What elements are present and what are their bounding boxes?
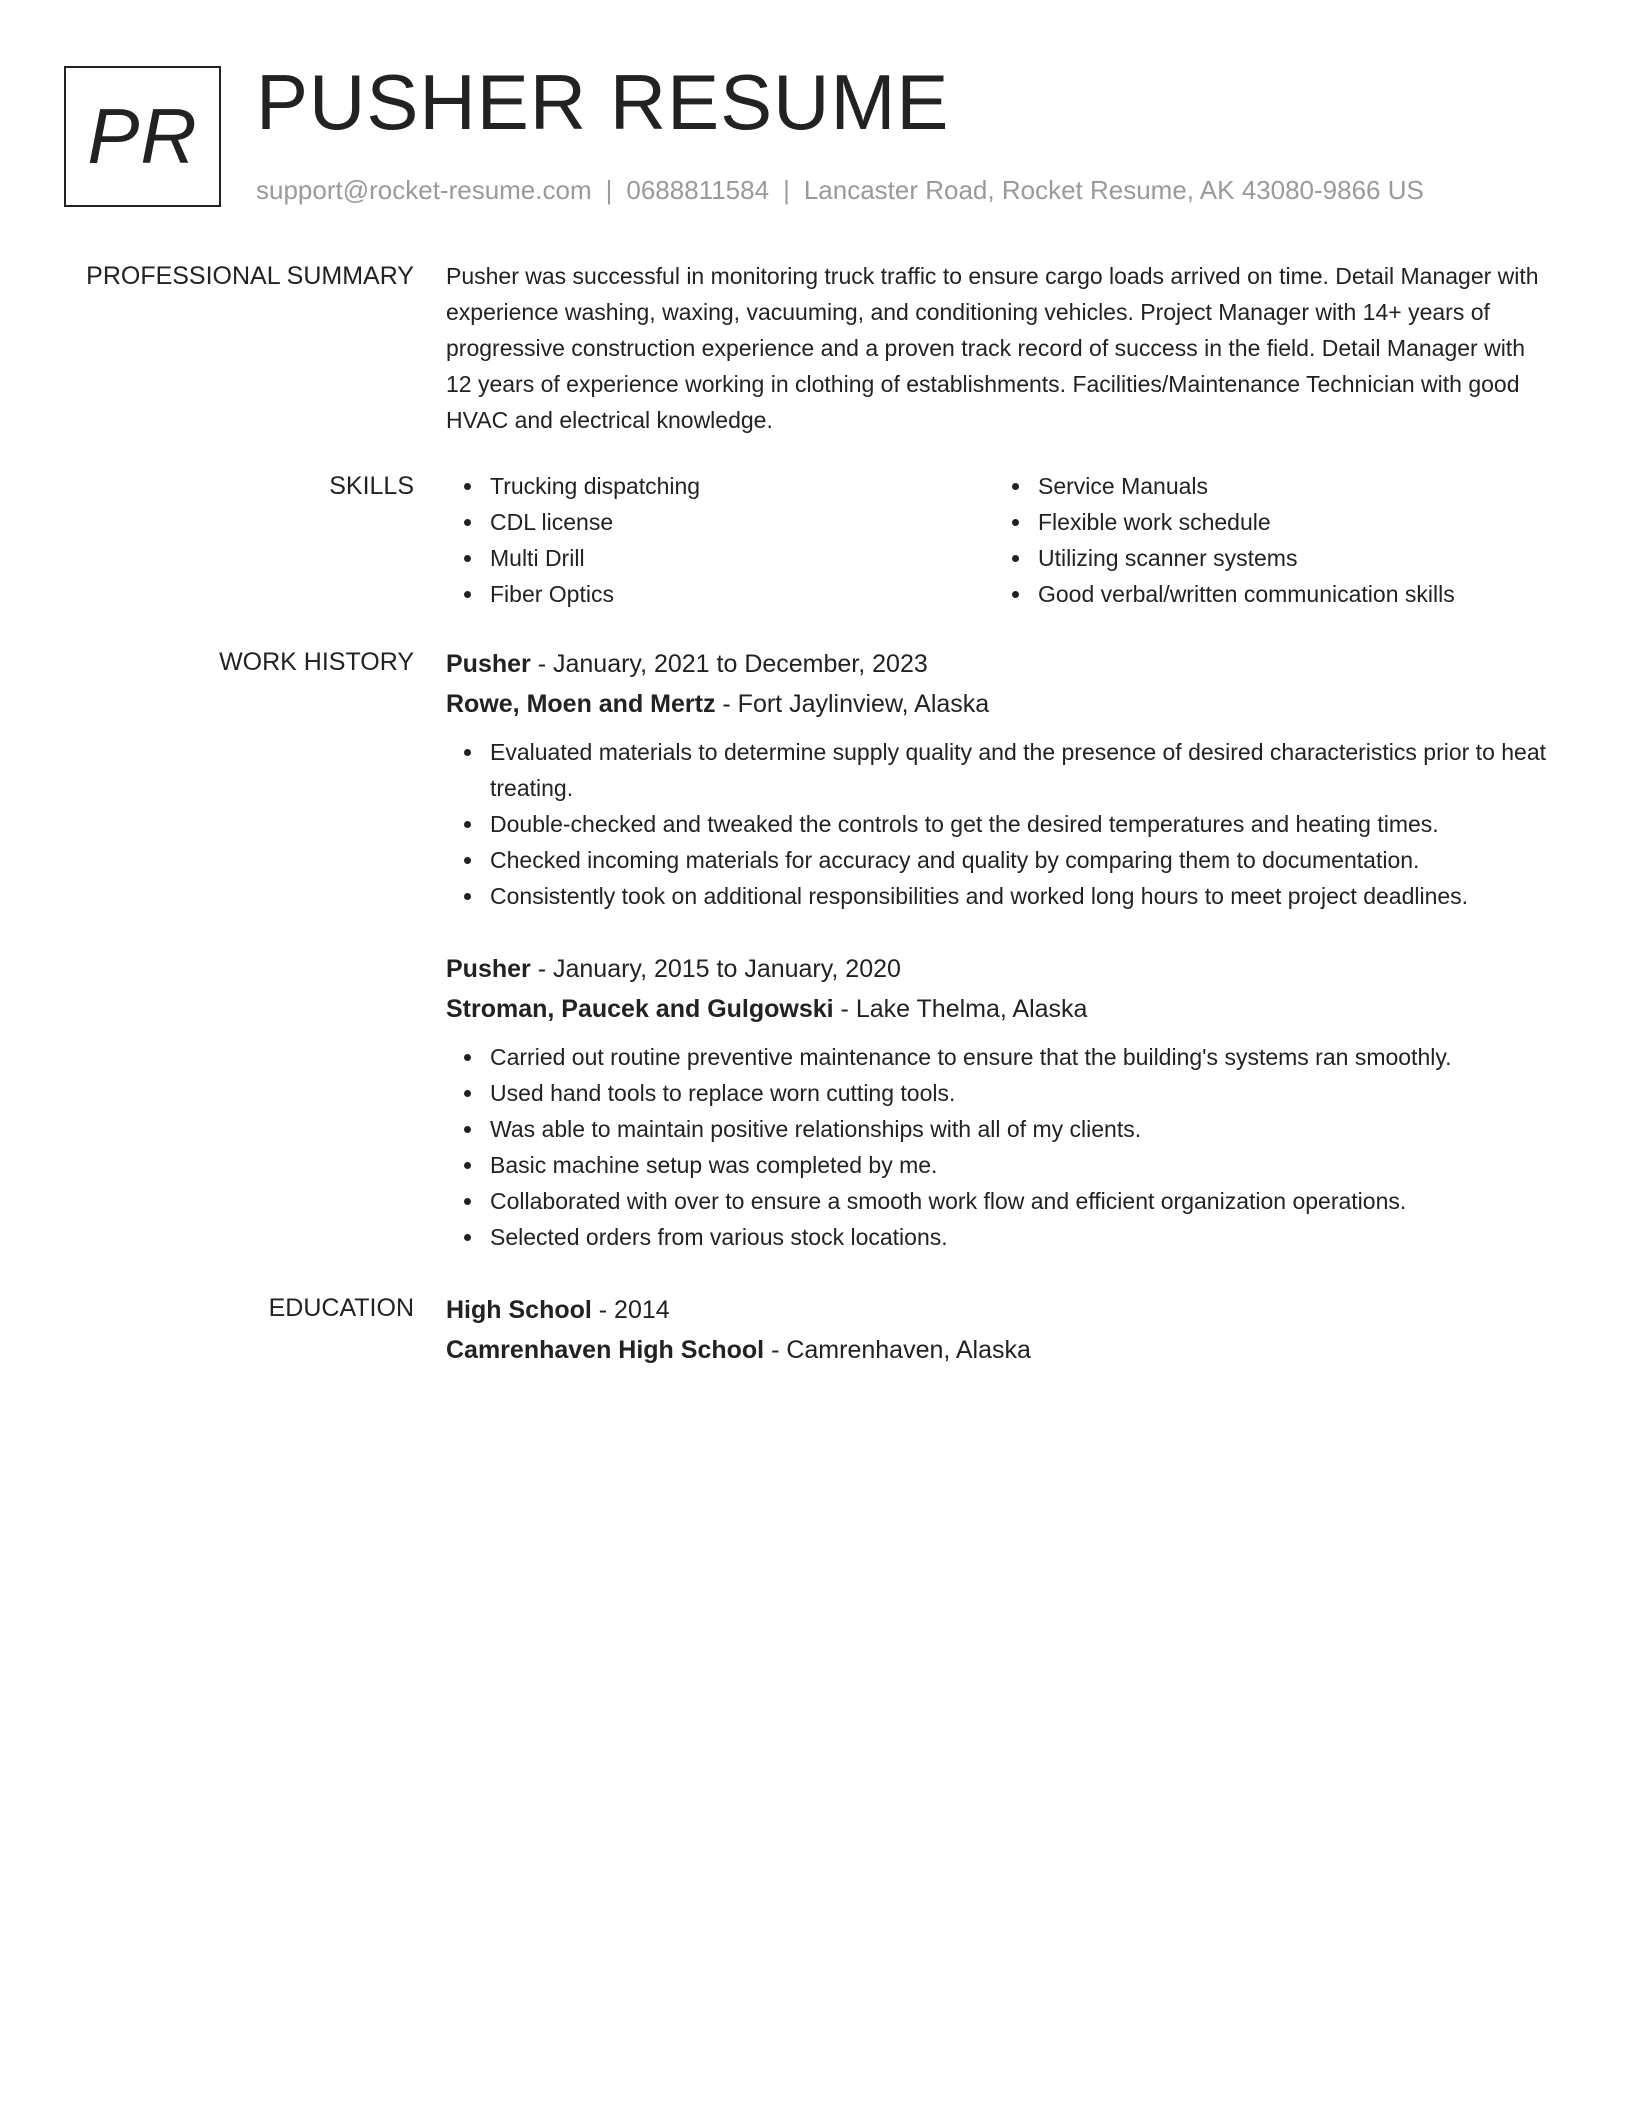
job-title-line [446,644,1556,684]
section-label-skills: SKILLS [329,472,414,500]
job-bullets [446,734,1556,914]
job-bullet: Carried out routine preventive maintenance to ensure that the building's systems ran smoothly. [490,1039,1556,1075]
summary-body [446,258,1556,438]
job-location: - Lake Thelma, Alaska [833,995,1088,1023]
skill-item: Good verbal/written communication skills [1038,576,1556,612]
monogram-box [64,66,221,207]
job-company-line [446,684,1556,724]
skill-item: Service Manuals [1038,468,1556,504]
job-bullet: Double-checked and tweaked the controls to get the desired temperatures and heating times. [490,806,1556,842]
job-title: Pusher [446,650,531,678]
job-bullet: Selected orders from various stock locations. [490,1219,1556,1255]
skill-item: CDL license [490,504,994,540]
job-title: Pusher [446,955,531,983]
skill-item: Flexible work schedule [1038,504,1556,540]
job-bullets [446,1039,1556,1255]
skill-item: Utilizing scanner systems [1038,540,1556,576]
section-label-work-history: WORK HISTORY [219,648,414,676]
contact-address: Lancaster Road, Rocket Resume, AK 43080-9866 US [803,175,1424,205]
job-dates: - January, 2021 to December, 2023 [530,650,928,678]
skills-body [446,468,1556,612]
job-title-line [446,949,1556,989]
section-label-summary: PROFESSIONAL SUMMARY [86,262,414,290]
job-bullet: Consistently took on additional responsibilities and worked long hours to meet project deadlines. [490,878,1556,914]
education-school-line [446,1330,1556,1370]
job-company: Rowe, Moen and Mertz [446,690,716,718]
education-degree-line [446,1290,1556,1330]
job-company-line [446,989,1556,1029]
skills-list-right [994,468,1556,612]
job-dates: - January, 2015 to January, 2020 [530,955,901,983]
job-entry [446,949,1556,1255]
contact-separator: | [605,175,613,205]
job-bullet: Was able to maintain positive relationships with all of my clients. [490,1111,1556,1147]
education-body [446,1290,1556,1370]
job-bullet: Evaluated materials to determine supply quality and the presence of desired characteristics prior to heat treating. [490,734,1556,806]
contact-separator: | [783,175,790,205]
job-entry [446,644,1556,914]
education-location: - Camrenhaven, Alaska [764,1336,1031,1364]
job-location: - Fort Jaylinview, Alaska [715,690,990,718]
job-bullet: Collaborated with over to ensure a smooth work flow and efficient organization operations. [490,1183,1556,1219]
skill-item: Trucking dispatching [490,468,994,504]
contact-phone: 0688811584 [626,175,770,205]
skills-grid [446,468,1556,612]
resume-name: PUSHER RESUME [256,58,950,146]
section-label-education: EDUCATION [268,1294,414,1322]
job-bullet: Used hand tools to replace worn cutting tools. [490,1075,1556,1111]
job-bullet: Basic machine setup was completed by me. [490,1147,1556,1183]
contact-email: support@rocket-resume.com [256,175,592,205]
education-year: - 2014 [591,1296,670,1324]
job-bullet: Checked incoming materials for accuracy and quality by comparing them to documentation. [490,842,1556,878]
contact-line [256,172,1424,208]
monogram-initials: PR [87,92,198,180]
summary-text: Pusher was successful in monitoring truck traffic to ensure cargo loads arrived on time. Detail Manager with experience washing, waxing, vacuuming, and conditioning vehicles. Project Manager with 14+ years of progressive construction experience and a proven track record of success in the field. Detail Manager with 12 years of experience working in clothing of establishments. Facilities/Maintenance Technician with good HVAC and electrical knowledge. [446,263,1539,433]
skill-item: Fiber Optics [490,576,994,612]
education-school: Camrenhaven High School [446,1336,765,1364]
education-degree: High School [446,1296,592,1324]
skill-item: Multi Drill [490,540,994,576]
job-company: Stroman, Paucek and Gulgowski [446,995,834,1023]
skills-list-left [446,468,994,612]
